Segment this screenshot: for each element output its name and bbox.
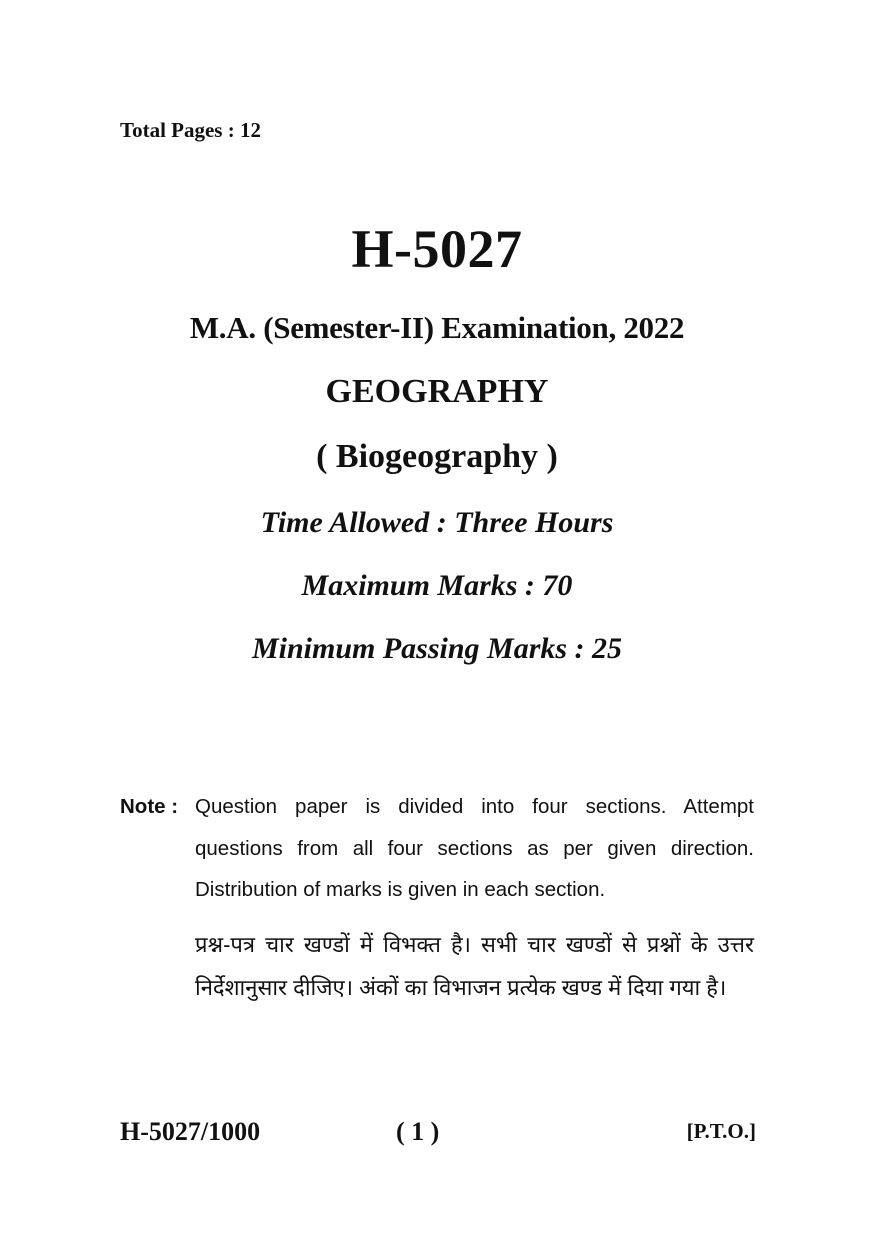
subject-title: GEOGRAPHY — [325, 373, 549, 410]
page-footer — [120, 1117, 756, 1151]
exam-title: M.A. (Semester-II) Examination, 2022 — [189, 310, 685, 345]
please-turn-over: [P.T.O.] — [686, 1119, 756, 1143]
note-label: Note : — [120, 795, 179, 818]
note-hindi-text: प्रश्न-पत्र चार खण्डों में विभक्त है। सभी चार खण्डों से प्रश्नों के उत्तर निर्देशानुसार दीजिए। अंकों का विभाजन प्रत्येक खण्ड में दिया गया है। — [195, 931, 754, 1000]
footer-paper-code: H-5027/1000 — [120, 1117, 261, 1146]
time-allowed: Time Allowed : Three Hours — [260, 506, 614, 539]
page-number: ( 1 ) — [396, 1117, 440, 1146]
paper-code: H-5027 — [351, 219, 523, 279]
note-english-text: Question paper is divided into four sections. Attempt questions from all four sections as per given direction. Distribution of marks is given in each section. — [195, 795, 754, 901]
paper-name: ( Biogeography ) — [316, 438, 558, 475]
maximum-marks: Maximum Marks : 70 — [301, 569, 573, 602]
total-pages: Total Pages : 12 — [120, 118, 261, 142]
minimum-passing-marks: Minimum Passing Marks : 25 — [251, 632, 623, 665]
note-section — [120, 786, 754, 1009]
